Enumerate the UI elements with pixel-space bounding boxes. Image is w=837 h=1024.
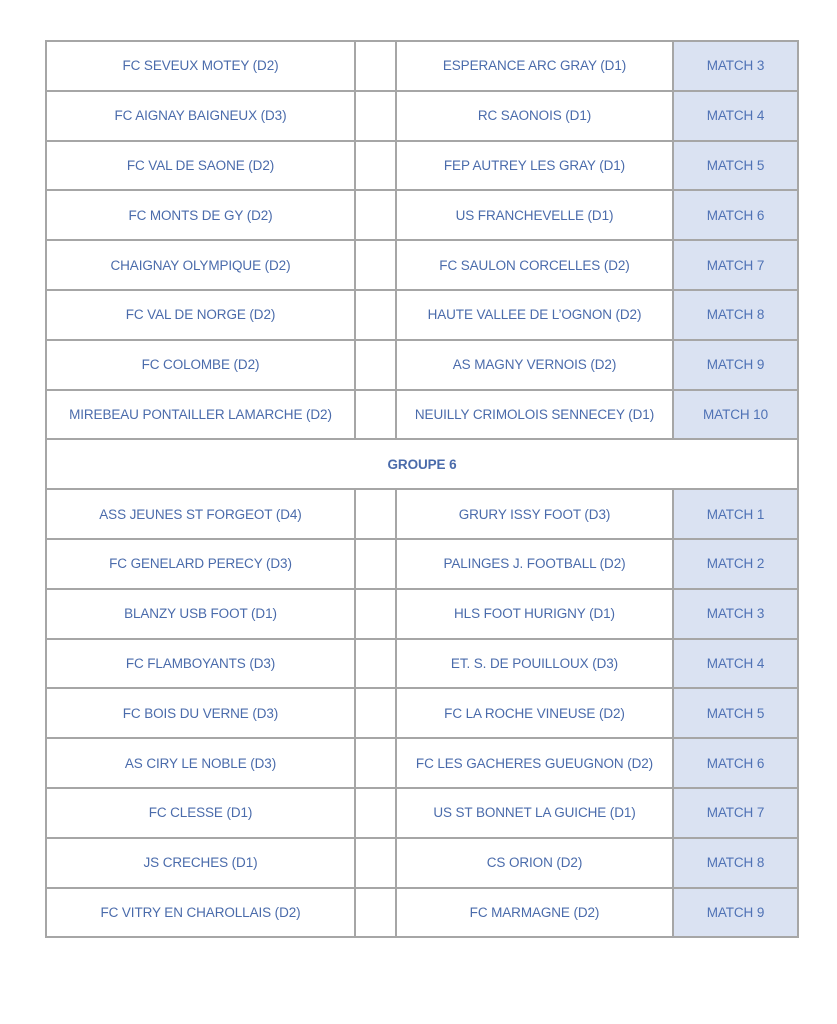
match-number: MATCH 10 xyxy=(673,390,798,440)
away-team: ET. S. DE POUILLOUX (D3) xyxy=(396,639,673,689)
home-team: FC VAL DE SAONE (D2) xyxy=(46,141,355,191)
fixture-row xyxy=(46,489,798,539)
home-team: FC FLAMBOYANTS (D3) xyxy=(46,639,355,689)
home-team: FC BOIS DU VERNE (D3) xyxy=(46,688,355,738)
away-team: PALINGES J. FOOTBALL (D2) xyxy=(396,539,673,589)
home-team: FC GENELARD PERECY (D3) xyxy=(46,539,355,589)
home-team: FC SEVEUX MOTEY (D2) xyxy=(46,41,355,91)
fixture-row xyxy=(46,788,798,838)
score-cell xyxy=(355,190,396,240)
home-team: CHAIGNAY OLYMPIQUE (D2) xyxy=(46,240,355,290)
fixture-row xyxy=(46,41,798,91)
fixtures-body xyxy=(46,41,798,937)
home-team: FC VITRY EN CHAROLLAIS (D2) xyxy=(46,888,355,938)
home-team: FC VAL DE NORGE (D2) xyxy=(46,290,355,340)
fixtures-table xyxy=(45,40,799,938)
home-team: ASS JEUNES ST FORGEOT (D4) xyxy=(46,489,355,539)
away-team: FC LA ROCHE VINEUSE (D2) xyxy=(396,688,673,738)
fixture-row xyxy=(46,539,798,589)
away-team: CS ORION (D2) xyxy=(396,838,673,888)
away-team: GRURY ISSY FOOT (D3) xyxy=(396,489,673,539)
match-number: MATCH 1 xyxy=(673,489,798,539)
home-team: FC AIGNAY BAIGNEUX (D3) xyxy=(46,91,355,141)
away-team: ESPERANCE ARC GRAY (D1) xyxy=(396,41,673,91)
home-team: MIREBEAU PONTAILLER LAMARCHE (D2) xyxy=(46,390,355,440)
score-cell xyxy=(355,539,396,589)
fixture-row xyxy=(46,190,798,240)
home-team: FC COLOMBE (D2) xyxy=(46,340,355,390)
home-team: FC CLESSE (D1) xyxy=(46,788,355,838)
match-number: MATCH 7 xyxy=(673,240,798,290)
home-team: AS CIRY LE NOBLE (D3) xyxy=(46,738,355,788)
fixture-row xyxy=(46,589,798,639)
away-team: US ST BONNET LA GUICHE (D1) xyxy=(396,788,673,838)
match-number: MATCH 8 xyxy=(673,290,798,340)
home-team: BLANZY USB FOOT (D1) xyxy=(46,589,355,639)
score-cell xyxy=(355,240,396,290)
score-cell xyxy=(355,788,396,838)
away-team: RC SAONOIS (D1) xyxy=(396,91,673,141)
away-team: FC LES GACHERES GUEUGNON (D2) xyxy=(396,738,673,788)
match-number: MATCH 3 xyxy=(673,41,798,91)
away-team: FC SAULON CORCELLES (D2) xyxy=(396,240,673,290)
match-number: MATCH 5 xyxy=(673,141,798,191)
fixture-row xyxy=(46,688,798,738)
score-cell xyxy=(355,589,396,639)
score-cell xyxy=(355,41,396,91)
home-team: JS CRECHES (D1) xyxy=(46,838,355,888)
fixture-row xyxy=(46,639,798,689)
fixture-row xyxy=(46,91,798,141)
away-team: US FRANCHEVELLE (D1) xyxy=(396,190,673,240)
score-cell xyxy=(355,738,396,788)
score-cell xyxy=(355,489,396,539)
match-number: MATCH 6 xyxy=(673,190,798,240)
score-cell xyxy=(355,688,396,738)
fixture-row xyxy=(46,738,798,788)
match-number: MATCH 9 xyxy=(673,888,798,938)
fixture-row xyxy=(46,290,798,340)
match-number: MATCH 8 xyxy=(673,838,798,888)
fixture-row xyxy=(46,141,798,191)
score-cell xyxy=(355,290,396,340)
match-number: MATCH 9 xyxy=(673,340,798,390)
score-cell xyxy=(355,838,396,888)
away-team: FEP AUTREY LES GRAY (D1) xyxy=(396,141,673,191)
match-number: MATCH 5 xyxy=(673,688,798,738)
fixture-row xyxy=(46,838,798,888)
match-number: MATCH 4 xyxy=(673,91,798,141)
home-team: FC MONTS DE GY (D2) xyxy=(46,190,355,240)
match-number: MATCH 3 xyxy=(673,589,798,639)
match-number: MATCH 6 xyxy=(673,738,798,788)
fixture-row xyxy=(46,240,798,290)
score-cell xyxy=(355,390,396,440)
score-cell xyxy=(355,91,396,141)
fixture-row xyxy=(46,340,798,390)
group-heading-row xyxy=(46,439,798,489)
away-team: HAUTE VALLEE DE L’OGNON (D2) xyxy=(396,290,673,340)
away-team: HLS FOOT HURIGNY (D1) xyxy=(396,589,673,639)
score-cell xyxy=(355,340,396,390)
score-cell xyxy=(355,141,396,191)
fixture-row xyxy=(46,888,798,938)
group-heading: GROUPE 6 xyxy=(46,439,798,489)
score-cell xyxy=(355,888,396,938)
away-team: NEUILLY CRIMOLOIS SENNECEY (D1) xyxy=(396,390,673,440)
match-number: MATCH 7 xyxy=(673,788,798,838)
score-cell xyxy=(355,639,396,689)
away-team: FC MARMAGNE (D2) xyxy=(396,888,673,938)
away-team: AS MAGNY VERNOIS (D2) xyxy=(396,340,673,390)
match-number: MATCH 4 xyxy=(673,639,798,689)
match-number: MATCH 2 xyxy=(673,539,798,589)
fixture-row xyxy=(46,390,798,440)
